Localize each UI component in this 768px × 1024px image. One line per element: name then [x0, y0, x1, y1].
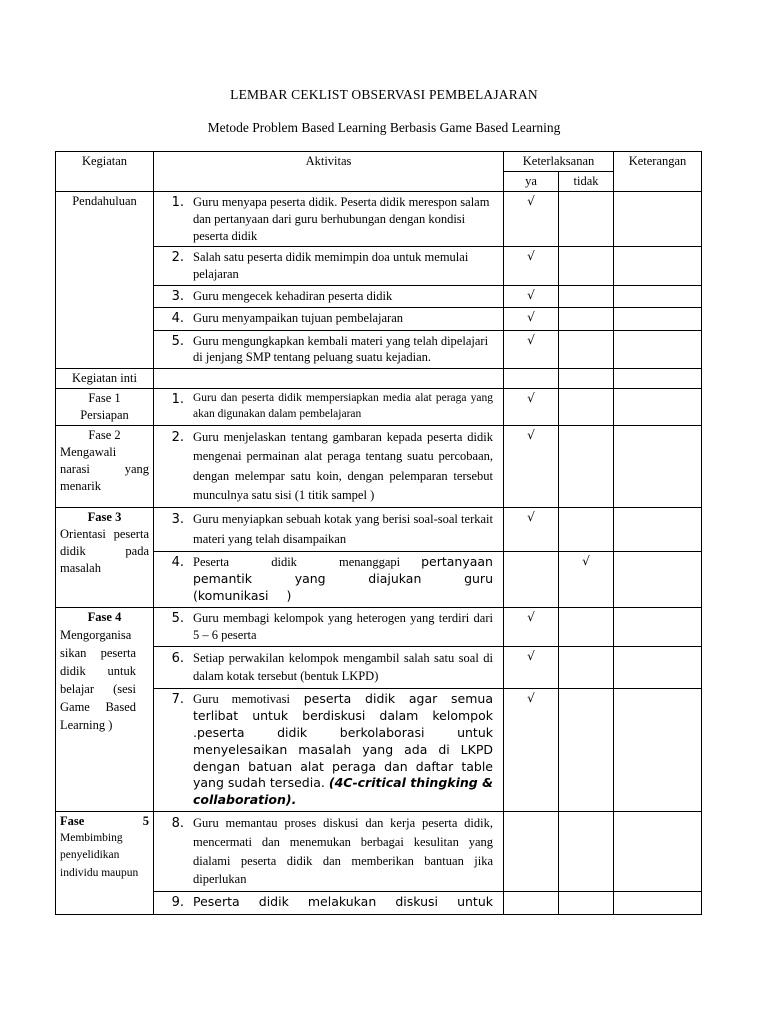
- keterangan-cell: [614, 308, 702, 331]
- activity-cell: [154, 389, 504, 426]
- activity-number: 1.: [171, 194, 184, 210]
- header-kegiatan: Kegiatan: [56, 152, 154, 192]
- activity-text-part: Guru memotivasi: [193, 692, 290, 707]
- check-ya: √: [504, 425, 559, 508]
- activity-text: Guru menyampaikan tujuan pembelajaran: [193, 311, 403, 326]
- check-ya: √: [504, 508, 559, 552]
- activity-number: 2.: [171, 429, 184, 445]
- phase-description: Mengorganisa sikan peserta didik untuk belajar (sesi Game Based Learning ): [60, 627, 136, 733]
- keterangan-cell: [614, 892, 702, 915]
- activity-text: [193, 691, 493, 809]
- activity-cell: [154, 812, 504, 892]
- phase-pendahuluan: Pendahuluan: [56, 191, 154, 369]
- check-tidak: [559, 646, 614, 689]
- check-tidak: [559, 191, 614, 246]
- phase-fase-4: [56, 607, 154, 811]
- activity-text: [193, 554, 493, 605]
- phase-fase-3: [56, 508, 154, 607]
- keterangan-cell: [614, 389, 702, 426]
- activity-number: 5.: [171, 610, 184, 626]
- keterangan-cell: [614, 552, 702, 608]
- phase-title: Fase 1: [88, 391, 121, 406]
- keterangan-cell: [614, 191, 702, 246]
- check-tidak: √: [559, 552, 614, 608]
- keterangan-cell: [614, 369, 702, 389]
- document-subtitle: Metode Problem Based Learning Berbasis Game Based Learning: [207, 120, 561, 135]
- phase-title: Fase 2: [88, 427, 121, 442]
- check-ya: [504, 369, 559, 389]
- check-ya: √: [504, 689, 559, 812]
- keterangan-cell: [614, 812, 702, 892]
- activity-number: 4.: [171, 311, 184, 327]
- check-ya: √: [504, 607, 559, 646]
- activity-cell: [154, 646, 504, 689]
- activity-cell: [154, 191, 504, 246]
- table-row: [56, 191, 702, 246]
- activity-number: 7.: [171, 692, 184, 708]
- keterangan-cell: [614, 246, 702, 285]
- keterangan-cell: [614, 285, 702, 308]
- check-tidak: [559, 246, 614, 285]
- activity-text: Guru membagi kelompok yang heterogen yang terdiri dari 5 – 6 peserta: [193, 610, 493, 642]
- phase-description: Orientasi peserta didik pada masalah: [60, 527, 149, 576]
- activity-number: 2.: [171, 249, 184, 265]
- activity-number: 3.: [171, 512, 184, 528]
- table-row: [56, 508, 702, 552]
- phase-fase-2: [56, 425, 154, 508]
- header-ya: ya: [504, 171, 559, 191]
- activity-text: Guru mengungkapkan kembali materi yang telah dipelajari di jenjang SMP tentang peluang suatu kejadian.: [193, 333, 489, 365]
- activity-number: 9.: [171, 895, 184, 911]
- check-tidak: [559, 308, 614, 331]
- keterangan-cell: [614, 425, 702, 508]
- activity-text: Guru menyiapkan sebuah kotak yang berisi soal-soal terkait materi yang telah disampaikan: [193, 512, 493, 546]
- header-keterlaksanan: Keterlaksanan: [504, 152, 614, 172]
- table-row: [56, 389, 702, 426]
- check-ya: √: [504, 330, 559, 369]
- activity-cell: [154, 285, 504, 308]
- check-ya: √: [504, 191, 559, 246]
- activity-text: Guru menyapa peserta didik. Peserta didik merespon salam dan pertanyaan dari guru berhubungan dengan kondisi peserta didik: [193, 194, 490, 243]
- header-aktivitas: Aktivitas: [154, 152, 504, 192]
- keterangan-cell: [614, 689, 702, 812]
- activity-number: 5.: [171, 333, 184, 349]
- keterangan-cell: [614, 330, 702, 369]
- check-ya: √: [504, 389, 559, 426]
- activity-text: Guru mengecek kehadiran peserta didik: [193, 288, 393, 303]
- check-tidak: [559, 689, 614, 812]
- activity-text-emphasis: (4C-critical thingking & collaboration).: [193, 775, 493, 808]
- header-tidak: tidak: [559, 171, 614, 191]
- activity-cell: [154, 892, 504, 915]
- table-row: [56, 425, 702, 508]
- activity-text: Salah satu peserta didik memimpin doa untuk memulai pelajaran: [193, 249, 469, 281]
- check-tidak: [559, 330, 614, 369]
- check-tidak: [559, 425, 614, 508]
- check-ya: [504, 552, 559, 608]
- phase-title: Fase: [60, 814, 85, 829]
- phase-description: Membimbing penyelidikan individu maupun: [60, 832, 139, 879]
- activity-text: Guru memantau proses diskusi dan kerja peserta didik, mencermati dan menemukan berbagai kesulitan yang dialami peserta didik dan memberikan bantuan jika diperlukan: [193, 816, 493, 887]
- check-tidak: [559, 812, 614, 892]
- activity-number: 6.: [171, 650, 184, 666]
- activity-text-part: Peserta didik menanggapi: [193, 555, 401, 570]
- activity-text: Guru dan peserta didik mempersiapkan media alat peraga yang akan digunakan dalam pembelajaran: [193, 392, 493, 420]
- activity-cell: [154, 425, 504, 508]
- phase-fase-1: [56, 389, 154, 426]
- keterangan-cell: [614, 607, 702, 646]
- keterangan-cell: [614, 508, 702, 552]
- check-ya: √: [504, 246, 559, 285]
- activity-cell: [154, 552, 504, 608]
- check-tidak: [559, 389, 614, 426]
- check-ya: √: [504, 308, 559, 331]
- check-ya: [504, 812, 559, 892]
- activity-number: 1.: [171, 392, 184, 408]
- activity-number: 3.: [171, 288, 184, 304]
- table-row: [56, 812, 702, 892]
- table-row: [56, 369, 702, 389]
- phase-number: 5: [142, 814, 149, 829]
- observation-table: [55, 151, 702, 915]
- activity-text: Setiap perwakilan kelompok mengambil salah satu soal di dalam kotak tersebut (bentuk LKPD): [193, 650, 493, 684]
- activity-cell: [154, 607, 504, 646]
- check-tidak: [559, 285, 614, 308]
- check-ya: √: [504, 285, 559, 308]
- document-title: LEMBAR CEKLIST OBSERVASI PEMBELAJARAN: [230, 87, 538, 102]
- phase-description: Mengawali narasi yang menarik: [60, 444, 149, 493]
- phase-title: Fase 3: [87, 510, 122, 525]
- keterangan-cell: [614, 646, 702, 689]
- activity-cell: [154, 689, 504, 812]
- phase-kegiatan-inti: Kegiatan inti: [56, 369, 154, 389]
- header-keterangan: Keterangan: [614, 152, 702, 192]
- table-row: [56, 607, 702, 646]
- check-tidak: [559, 508, 614, 552]
- phase-fase-5: [56, 812, 154, 915]
- activity-cell: [154, 508, 504, 552]
- check-tidak: [559, 369, 614, 389]
- phase-description: Persiapan: [80, 408, 129, 423]
- activity-cell: [154, 246, 504, 285]
- phase-title: Fase 4: [87, 609, 122, 624]
- check-ya: √: [504, 646, 559, 689]
- check-ya: [504, 892, 559, 915]
- activity-cell: [154, 330, 504, 369]
- activity-cell: [154, 308, 504, 331]
- activity-text: Guru menjelaskan tentang gambaran kepada peserta didik mengenai permainan alat peraga tentang suatu percobaan, dengan melempar satu koin, dengan pelemparan tersebut munculnya satu sisi (1 titik sampel ): [193, 429, 493, 503]
- table-header-row: [56, 152, 702, 172]
- activity-number: 8.: [171, 816, 184, 832]
- activity-number: 4.: [171, 555, 184, 571]
- activity-text-part: pertanyaan pemantik yang diajukan guru (komunikasi ): [193, 554, 493, 603]
- activity-cell: [154, 369, 504, 389]
- check-tidak: [559, 607, 614, 646]
- activity-text-part: peserta didik agar semua terlibat untuk berdiskusi dalam kelompok .peserta didik berkolaborasi untuk menyelesaikan masalah yang ada di LKPD dengan batuan alat peraga dan daftar table yang sudah tersedia.: [193, 691, 494, 791]
- check-tidak: [559, 892, 614, 915]
- activity-text: Peserta didik melakukan diskusi untuk: [193, 894, 493, 910]
